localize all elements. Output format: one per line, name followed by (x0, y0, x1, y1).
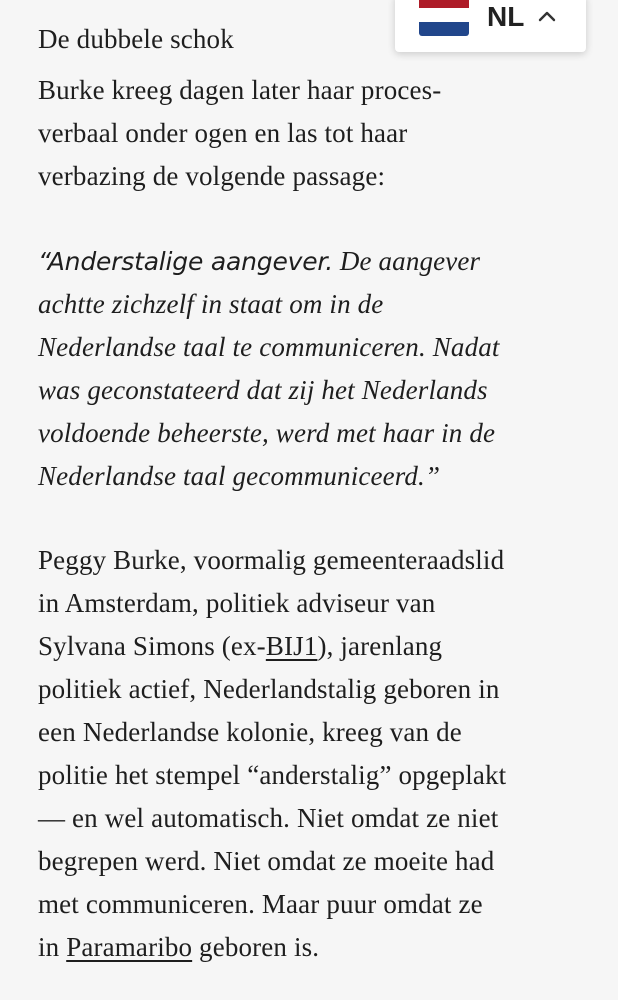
body-text: geboren is. (192, 932, 320, 962)
section-heading-text: De dubbele schok (38, 24, 234, 54)
quote-line: achtte zichzelf in staat om in de (38, 289, 384, 319)
intro-line: Burke kreeg dagen later haar proces- (38, 75, 442, 105)
flag-stripe-red (419, 0, 469, 8)
body-line (38, 625, 506, 668)
netherlands-flag-icon (419, 0, 469, 36)
body-line: een Nederlandse kolonie, kreeg van de (38, 717, 462, 747)
section-heading (38, 18, 234, 61)
body-paragraph (38, 539, 506, 969)
language-switcher[interactable] (395, 0, 586, 52)
chevron-up-icon[interactable] (537, 6, 557, 26)
body-line: begrepen werd. Niet omdat ze moeite had (38, 846, 495, 876)
quote-line: was geconstateerd dat zij het Nederlands (38, 375, 488, 405)
body-text: in (38, 932, 67, 962)
body-text: ), jarenlang (317, 631, 443, 661)
police-report-quote (38, 240, 500, 498)
intro-line: verbazing de volgende passage: (38, 161, 386, 191)
quote-line-rest: De aangever (332, 246, 481, 276)
quote-line (38, 240, 500, 283)
intro-paragraph (38, 69, 441, 198)
paramaribo-link[interactable]: Paramaribo (66, 932, 193, 962)
body-line (38, 926, 506, 969)
quote-line: Nederlandse taal te communiceren. Nadat (38, 332, 500, 362)
body-line: politiek actief, Nederlandstalig geboren in (38, 674, 500, 704)
body-line: — en wel automatisch. Niet omdat ze niet (38, 803, 499, 833)
body-line: in Amsterdam, politiek adviseur van (38, 588, 436, 618)
flag-stripe-white (419, 8, 469, 22)
body-line: met communiceren. Maar puur omdat ze (38, 889, 483, 919)
flag-stripe-blue (419, 22, 469, 36)
body-line: politie het stempel “anderstalig” opgeplakt (38, 760, 507, 790)
quote-lead: “Anderstalige aangever. (38, 247, 333, 276)
body-text: Sylvana Simons (ex- (38, 631, 266, 661)
quote-line: Nederlandse taal gecommuniceerd.” (38, 461, 441, 491)
body-line: Peggy Burke, voormalig gemeenteraadslid (38, 545, 505, 575)
language-code: NL (487, 1, 525, 32)
intro-line: verbaal onder ogen en las tot haar (38, 118, 408, 148)
bij1-link[interactable]: BIJ1 (265, 631, 318, 661)
quote-line: voldoende beheerste, werd met haar in de (38, 418, 496, 448)
